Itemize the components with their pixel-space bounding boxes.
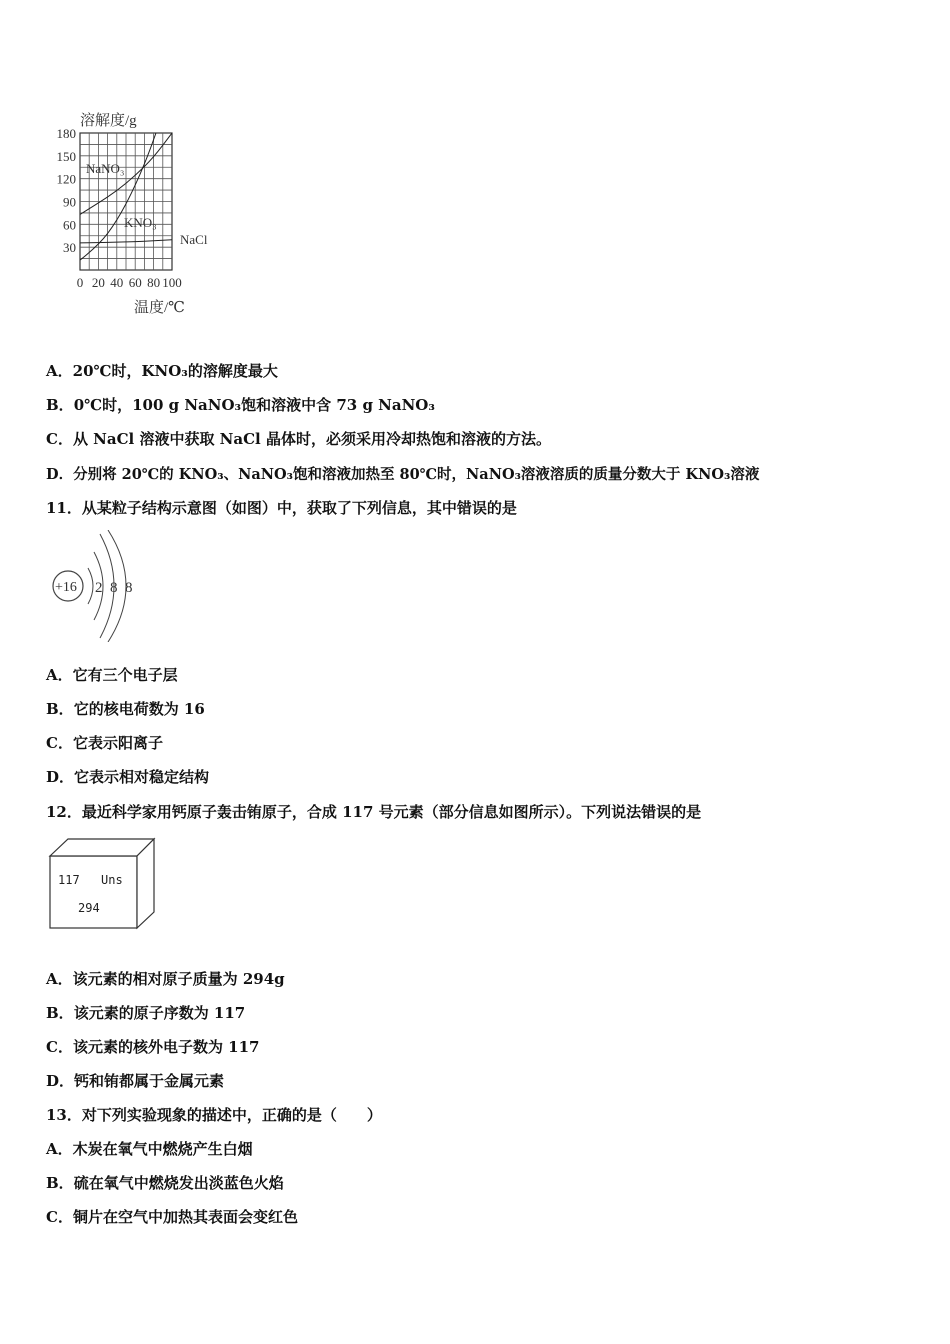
option-text: 它的核电荷数为 16	[73, 700, 205, 718]
shell-1-electrons: 2	[95, 580, 103, 596]
option-letter: A．	[46, 970, 73, 988]
x-tick-label: 20	[91, 275, 105, 290]
series-label-nano3: NaNO₃	[86, 161, 125, 176]
option-text: 从 NaCl 溶液中获取 NaCl 晶体时，必须采用冷却热饱和溶液的方法。	[72, 430, 551, 448]
option-text: 铜片在空气中加热其表面会变红色	[72, 1208, 298, 1226]
option-letter: D．	[46, 466, 74, 483]
q10-option-b[interactable]	[46, 394, 435, 415]
shell-3-electrons: 8	[125, 580, 133, 596]
series-label-kno3: KNO₃	[124, 215, 157, 230]
q12-stem: 12．最近科学家用钙原子轰击铕原子，合成 117 号元素（部分信息如图所示）。下列说法错误的是	[46, 803, 702, 821]
shell-2-electrons: 8	[110, 580, 118, 596]
option-letter: B．	[46, 396, 74, 414]
element-symbol: Uns	[101, 873, 123, 887]
q10-option-a[interactable]	[46, 360, 278, 381]
element-cell-diagram	[46, 836, 158, 932]
option-text: 该元素的相对原子质量为 294g	[72, 970, 285, 988]
element-atomic-number: 117	[58, 873, 80, 887]
option-letter: B．	[46, 1004, 74, 1022]
q10-option-d[interactable]	[46, 463, 759, 484]
series-label-nacl: NaCl	[180, 232, 208, 247]
y-tick-label: 150	[56, 148, 76, 164]
particle-structure-diagram	[48, 530, 148, 642]
nucleus-charge: +16	[55, 580, 77, 595]
y-tick-label: 60	[63, 217, 76, 233]
option-letter: C．	[46, 734, 73, 752]
solubility-chart	[40, 105, 240, 320]
option-letter: D．	[46, 1072, 75, 1090]
q12-option-b[interactable]	[46, 1002, 245, 1023]
option-letter: C．	[46, 1038, 73, 1056]
q13-stem: 13．对下列实验现象的描述中，正确的是（ ）	[46, 1106, 382, 1124]
q13-option-c[interactable]	[46, 1206, 298, 1227]
q13-option-a[interactable]	[46, 1138, 253, 1159]
option-letter: A．	[46, 362, 73, 380]
option-text: 它有三个电子层	[72, 666, 178, 684]
q11-stem: 11．从某粒子结构示意图（如图）中，获取了下列信息，其中错误的是	[46, 499, 517, 517]
option-text: 它表示相对稳定结构	[74, 768, 210, 786]
option-letter: C．	[46, 430, 73, 448]
option-letter: B．	[46, 700, 74, 718]
option-letter: C．	[46, 1208, 73, 1226]
x-tick-label: 80	[147, 275, 161, 290]
element-mass: 294	[78, 901, 100, 915]
y-tick-label: 120	[56, 171, 76, 187]
q12-option-a[interactable]	[46, 968, 285, 989]
y-tick-label: 180	[56, 126, 76, 141]
y-tick-label: 30	[63, 240, 76, 256]
option-text: 硫在氧气中燃烧发出淡蓝色火焰	[73, 1174, 284, 1192]
option-text: 钙和铕都属于金属元素	[74, 1072, 225, 1090]
q12-option-d[interactable]	[46, 1070, 224, 1091]
q10-option-c[interactable]	[46, 428, 551, 449]
chart-grid	[80, 133, 172, 270]
x-tick-label: 40	[110, 275, 124, 290]
q11-option-b[interactable]	[46, 698, 205, 719]
x-axis-label: 温度/℃	[134, 300, 185, 316]
option-text: 20℃时，KNO₃的溶解度最大	[72, 362, 278, 380]
option-letter: B．	[46, 1174, 74, 1192]
q11-option-a[interactable]	[46, 664, 178, 685]
option-text: 木炭在氧气中燃烧产生白烟	[72, 1140, 253, 1158]
q11-option-c[interactable]	[46, 732, 163, 753]
option-letter: D．	[46, 768, 75, 786]
q13-option-b[interactable]	[46, 1172, 284, 1193]
x-tick-label: 60	[128, 275, 142, 290]
option-text: 它表示阳离子	[72, 734, 163, 752]
option-letter: A．	[46, 666, 73, 684]
option-text: 该元素的原子序数为 117	[73, 1004, 246, 1022]
q12-option-c[interactable]	[46, 1036, 260, 1057]
option-text: 0℃时，100 g NaNO₃饱和溶液中含 73 g NaNO₃	[73, 396, 435, 414]
option-text: 分别将 20℃的 KNO₃、NaNO₃饱和溶液加热至 80℃时，NaNO₃溶液溶质的质量分数大于 KNO₃溶液	[73, 466, 760, 483]
x-tick-label: 100	[162, 275, 182, 290]
option-letter: A．	[46, 1140, 73, 1158]
x-tick-label: 0	[76, 275, 84, 290]
q11-option-d[interactable]	[46, 766, 209, 787]
y-tick-label: 90	[63, 194, 76, 210]
option-text: 该元素的核外电子数为 117	[72, 1038, 260, 1056]
y-axis-label: 溶解度/g	[80, 113, 137, 129]
